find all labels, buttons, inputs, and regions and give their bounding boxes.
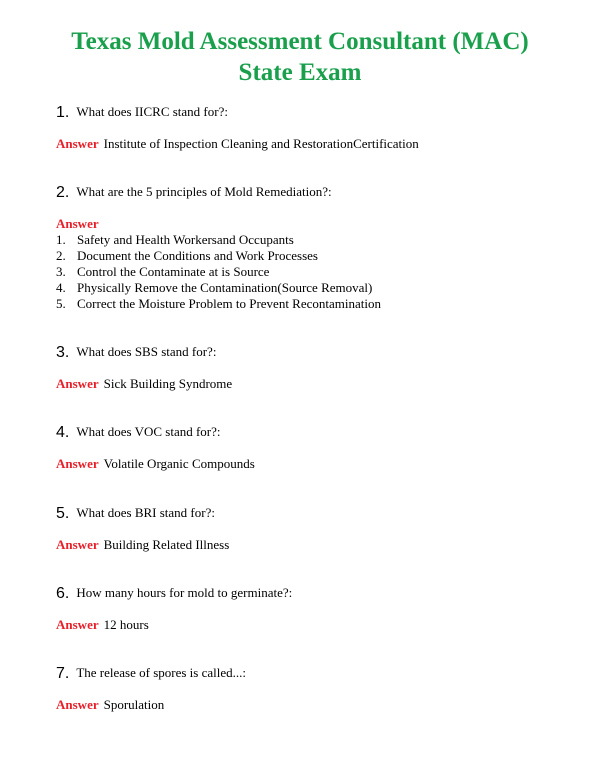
- answer-1: [56, 136, 419, 152]
- list-item: [56, 296, 381, 312]
- answer-4: [56, 456, 255, 472]
- answer-7: [56, 697, 164, 713]
- answer-2-list: [56, 232, 381, 312]
- answer-5: [56, 537, 229, 553]
- question-number: 7.: [56, 665, 70, 682]
- question-text: What does IICRC stand for?:: [76, 104, 228, 119]
- question-text: What does BRI stand for?:: [76, 505, 215, 520]
- question-4: [56, 424, 221, 441]
- page-title-line-1: Texas Mold Assessment Consultant (MAC): [71, 28, 529, 55]
- answer-label: Answer: [56, 456, 99, 471]
- list-item-number: 5.: [56, 296, 66, 311]
- question-number: 1.: [56, 104, 70, 121]
- list-item-text: Control the Contaminate at is Source: [77, 264, 270, 279]
- page-title-line-2: State Exam: [238, 59, 362, 86]
- question-7: [56, 665, 246, 682]
- answer-label: Answer: [56, 537, 99, 552]
- question-text: What does VOC stand for?:: [76, 424, 221, 439]
- question-number: 3.: [56, 344, 70, 361]
- answer-text: Volatile Organic Compounds: [103, 456, 255, 471]
- question-number: 4.: [56, 424, 70, 441]
- question-number: 6.: [56, 585, 70, 602]
- list-item: [56, 264, 381, 280]
- answer-label: Answer: [56, 617, 99, 632]
- answer-text: 12 hours: [103, 617, 149, 632]
- answer-label: Answer: [56, 136, 99, 151]
- answer-text: Building Related Illness: [103, 537, 230, 552]
- question-text: The release of spores is called...:: [76, 665, 246, 680]
- answer-label: Answer: [56, 376, 99, 391]
- list-item-text: Correct the Moisture Problem to Prevent Recontamination: [77, 296, 381, 311]
- question-2: [56, 184, 332, 201]
- answer-label: Answer: [56, 216, 99, 231]
- answer-6: [56, 617, 149, 633]
- question-text: What are the 5 principles of Mold Remediation?:: [76, 184, 332, 199]
- question-number: 2.: [56, 184, 70, 201]
- list-item-number: 4.: [56, 280, 66, 295]
- question-text: What does SBS stand for?:: [76, 344, 217, 359]
- list-item: [56, 248, 381, 264]
- question-3: [56, 344, 216, 361]
- question-number: 5.: [56, 505, 70, 522]
- list-item-number: 3.: [56, 264, 66, 279]
- answer-text: Sick Building Syndrome: [103, 376, 233, 391]
- answer-3: [56, 376, 232, 392]
- question-text: How many hours for mold to germinate?:: [76, 585, 293, 600]
- list-item-number: 1.: [56, 232, 66, 247]
- list-item-text: Physically Remove the Contamination(Source Removal): [77, 280, 373, 295]
- answer-text: Sporulation: [103, 697, 165, 712]
- list-item-text: Safety and Health Workersand Occupants: [77, 232, 294, 247]
- question-6: [56, 585, 292, 602]
- list-item: [56, 232, 381, 248]
- answer-label: Answer: [56, 697, 99, 712]
- question-5: [56, 505, 215, 522]
- question-1: [56, 104, 228, 121]
- answer-text: Institute of Inspection Cleaning and RestorationCertification: [103, 136, 419, 151]
- list-item-number: 2.: [56, 248, 66, 263]
- list-item-text: Document the Conditions and Work Processes: [77, 248, 318, 263]
- page-title: [0, 26, 600, 88]
- list-item: [56, 280, 381, 296]
